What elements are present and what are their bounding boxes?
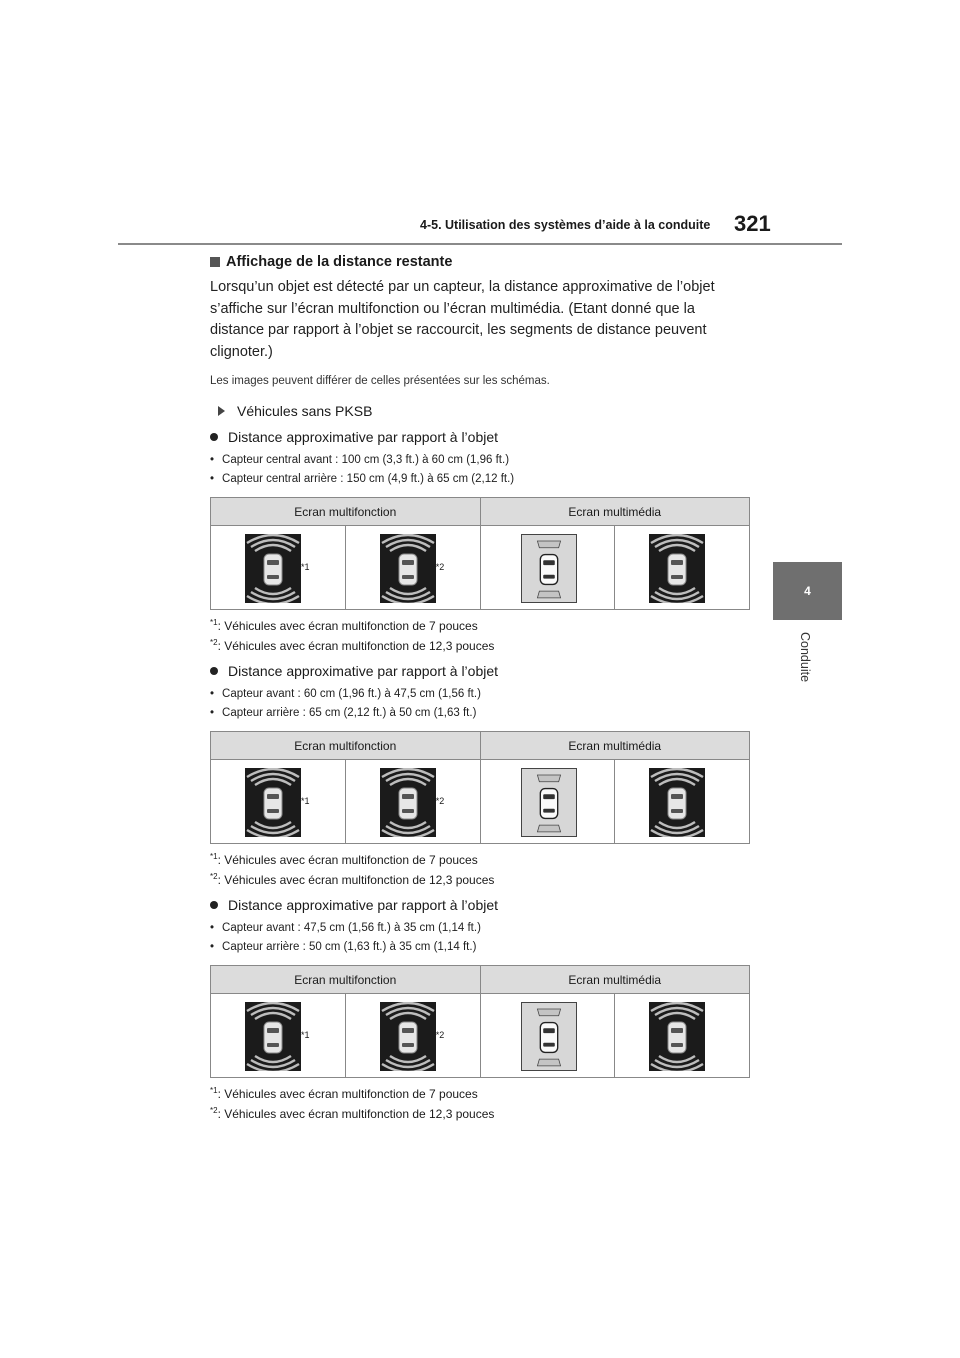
chapter-tab	[773, 562, 842, 620]
display-cell	[211, 526, 346, 610]
group-heading	[210, 663, 750, 679]
footnote-text: : Véhicules avec écran multifonction de 12,3 pouces	[217, 873, 495, 887]
main-content	[210, 254, 750, 1121]
footnote-text: : Véhicules avec écran multifonction de 12,3 pouces	[217, 639, 495, 653]
group-heading	[210, 429, 750, 445]
multifunction-7in-display-image	[245, 768, 301, 837]
multimedia-light-display-image	[521, 534, 577, 603]
sensor-range-item: • Capteur arrière : 65 cm (2,12 ft.) à 50 cm (1,63 ft.)	[210, 704, 750, 723]
multifunction-12in-display-image	[380, 768, 436, 837]
footnote-text: : Véhicules avec écran multifonction de 7 pouces	[217, 619, 478, 633]
page-number: 321	[734, 211, 771, 236]
footnote-mark: *2	[210, 1106, 218, 1115]
distance-group-3	[210, 897, 750, 1121]
multimedia-dark-display-image	[649, 1002, 705, 1071]
display-cell	[345, 526, 480, 610]
dot-bullet-icon	[210, 667, 218, 675]
display-cell	[345, 760, 480, 844]
col-header-multimedia: Ecran multimédia	[480, 732, 750, 760]
group-heading	[210, 897, 750, 913]
footnote-text: : Véhicules avec écran multifonction de 7 pouces	[217, 1087, 478, 1101]
sensor-range-item: • Capteur avant : 60 cm (1,96 ft.) à 47,5 cm (1,56 ft.)	[210, 685, 750, 704]
note-mark-1: *1	[301, 796, 310, 806]
display-cell	[480, 760, 615, 844]
display-cell	[480, 994, 615, 1078]
footnote-1	[210, 618, 750, 633]
display-cell	[480, 526, 615, 610]
distance-group-1	[210, 429, 750, 653]
multifunction-7in-display-image	[245, 534, 301, 603]
footnote-mark: *2	[210, 872, 218, 881]
footnote-2	[210, 638, 750, 653]
col-header-multimedia: Ecran multimédia	[480, 966, 750, 994]
sensor-range-item: • Capteur avant : 47,5 cm (1,56 ft.) à 35 cm (1,14 ft.)	[210, 919, 750, 938]
group-heading-text: Distance approximative par rapport à l’objet	[228, 663, 499, 679]
note-mark-1: *1	[301, 562, 310, 572]
multimedia-light-display-image	[521, 1002, 577, 1071]
sensor-range-item: • Capteur arrière : 50 cm (1,63 ft.) à 35 cm (1,14 ft.)	[210, 938, 750, 957]
col-header-multifunction: Ecran multifonction	[211, 498, 481, 526]
sensor-range-list	[210, 451, 750, 489]
footnote-mark: *1	[210, 618, 218, 627]
footnote-1	[210, 1086, 750, 1101]
dot-bullet-icon	[210, 433, 218, 441]
display-table	[210, 497, 750, 610]
triangle-arrow-icon	[218, 406, 225, 416]
display-table	[210, 731, 750, 844]
chapter-tab-number: 4	[804, 584, 811, 598]
footnote-2	[210, 872, 750, 887]
display-cell	[615, 994, 750, 1078]
sensor-range-list	[210, 685, 750, 723]
multimedia-dark-display-image	[649, 768, 705, 837]
multifunction-7in-display-image	[245, 1002, 301, 1071]
multifunction-12in-display-image	[380, 534, 436, 603]
footnote-2	[210, 1106, 750, 1121]
display-cell	[615, 760, 750, 844]
footnote-mark: *1	[210, 1086, 218, 1095]
vehicle-variant	[210, 403, 750, 419]
note-mark-1: *1	[301, 1030, 310, 1040]
header-section-title: 4-5. Utilisation des systèmes d’aide à la conduite	[420, 218, 711, 232]
footnote-mark: *2	[210, 638, 218, 647]
footnote-1	[210, 852, 750, 867]
col-header-multifunction: Ecran multifonction	[211, 732, 481, 760]
note-mark-2: *2	[435, 796, 445, 806]
display-table	[210, 965, 750, 1078]
section-heading-text: Affichage de la distance restante	[226, 254, 453, 270]
note-mark-2: *2	[435, 562, 445, 572]
sensor-range-item: • Capteur central avant : 100 cm (3,3 ft.) à 60 cm (1,96 ft.)	[210, 451, 750, 470]
vehicle-variant-label: Véhicules sans PKSB	[237, 403, 373, 419]
chapter-tab-label: Conduite	[798, 632, 812, 683]
section-heading	[210, 254, 750, 270]
images-note: Les images peuvent différer de celles présentées sur les schémas.	[210, 375, 550, 387]
multimedia-dark-display-image	[649, 534, 705, 603]
display-cell	[211, 994, 346, 1078]
note-mark-2: *2	[435, 1030, 445, 1040]
col-header-multimedia: Ecran multimédia	[480, 498, 750, 526]
col-header-multifunction: Ecran multifonction	[211, 966, 481, 994]
group-heading-text: Distance approximative par rapport à l’objet	[228, 429, 499, 445]
display-cell	[615, 526, 750, 610]
square-bullet-icon	[210, 257, 220, 267]
footnote-text: : Véhicules avec écran multifonction de 7 pouces	[217, 853, 478, 867]
display-cell	[211, 760, 346, 844]
group-heading-text: Distance approximative par rapport à l’objet	[228, 897, 499, 913]
sensor-range-item: • Capteur central arrière : 150 cm (4,9 ft.) à 65 cm (2,12 ft.)	[210, 470, 750, 489]
dot-bullet-icon	[210, 901, 218, 909]
display-cell	[345, 994, 480, 1078]
header-divider	[118, 243, 842, 245]
footnote-mark: *1	[210, 852, 218, 861]
section-paragraph: Lorsqu’un objet est détecté par un capteur, la distance approximative de l’objet s’affiche sur l’écran multifonction ou l’écran multimédia. (Etant donné que la distance par rapport à l’objet se raccourcit, les segments de distance peuvent clignoter.)	[210, 279, 715, 360]
multifunction-12in-display-image	[380, 1002, 436, 1071]
multimedia-light-display-image	[521, 768, 577, 837]
sensor-range-list	[210, 919, 750, 957]
distance-group-2	[210, 663, 750, 887]
footnote-text: : Véhicules avec écran multifonction de 12,3 pouces	[217, 1107, 495, 1121]
